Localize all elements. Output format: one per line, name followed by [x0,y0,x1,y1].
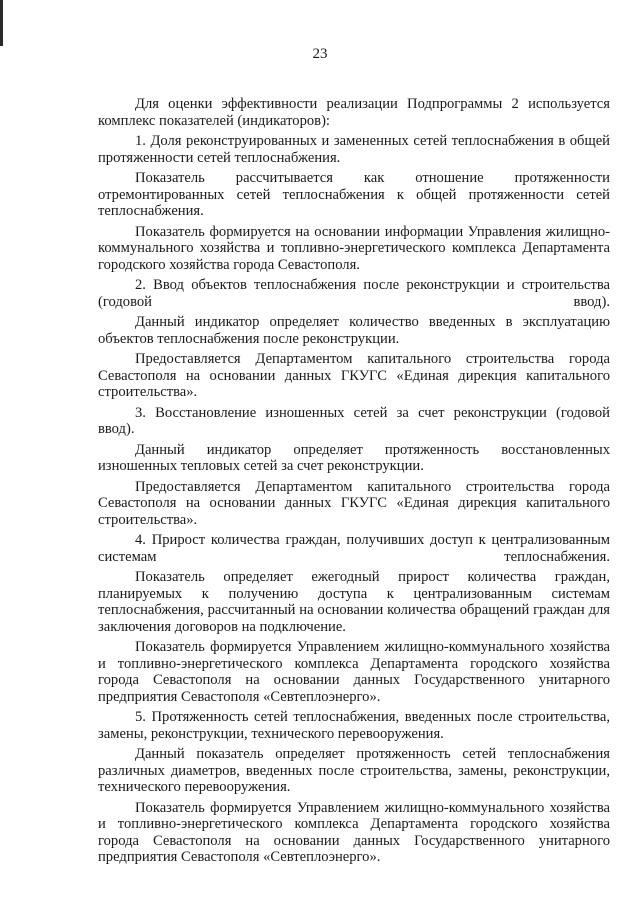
page-edge-mark [0,0,3,46]
indicator-2-source: Предоставляется Департаментом капитального строительства города Севастополя на основании данных ГКУГС «Единая дирекция капитального строительства». [98,351,610,400]
indicator-1-title: 1. Доля реконструированных и замененных сетей теплоснабжения в общей протяженности сетей теплоснабжения. [98,133,610,166]
indicator-4-source: Показатель формируется Управлением жилищно-коммунального хозяйства и топливно-энергетического комплекса Департамента городского хозяйства города Севастополя на основании данных Государственного унитарного предприятия Севастополя «Севтеплоэнерго». [98,639,610,705]
indicator-3-source: Предоставляется Департаментом капитального строительства города Севастополя на основании данных ГКУГС «Единая дирекция капитального строительства». [98,478,610,528]
indicator-4-title: 4. Прирост количества граждан, получивших доступ к централизованным системам теплоснабжения. [98,532,610,565]
indicator-1-source: Показатель формируется на основании информации Управления жилищно-коммунального хозяйства и топливно-энергетического комплекса Департамента городского хозяйства города Севастополя. [98,223,610,273]
indicator-2-description: Данный индикатор определяет количество введенных в эксплуатацию объектов теплоснабжения после реконструкции. [98,314,610,347]
page-number: 23 [312,46,328,62]
indicator-2-title: 2. Ввод объектов теплоснабжения после реконструкции и строительства (годовой ввод). [98,277,610,310]
indicator-3-title: 3. Восстановление изношенных сетей за счет реконструкции (годовой ввод). [98,404,610,437]
document-body [98,96,610,870]
indicator-1-calculation: Показатель рассчитывается как отношение протяженности отремонтированных сетей теплоснабжения к общей протяженности сетей теплоснабжения. [98,170,610,219]
indicator-4-description: Показатель определяет ежегодный прирост количества граждан, планируемых к получению доступа к централизованным системам теплоснабжения, рассчитанный на основании количества обращений граждан для заключения договоров на подключение. [98,569,610,635]
indicator-5-title: 5. Протяженность сетей теплоснабжения, введенных после строительства, замены, реконструкции, технического перевооружения. [98,709,610,742]
indicator-3-description: Данный индикатор определяет протяженность восстановленных изношенных тепловых сетей за счет реконструкции. [98,441,610,474]
paragraph-intro: Для оценки эффективности реализации Подпрограммы 2 используется комплекс показателей (индикаторов): [98,96,610,129]
indicator-5-source: Показатель формируется Управлением жилищно-коммунального хозяйства и топливно-энергетического комплекса Департамента городского хозяйства города Севастополя на основании данных Государственного унитарного предприятия Севастополя «Севтеплоэнерго». [98,799,610,865]
indicator-5-description: Данный показатель определяет протяженность сетей теплоснабжения различных диаметров, введенных после строительства, замены, реконструкции, технического перевооружения. [98,746,610,795]
